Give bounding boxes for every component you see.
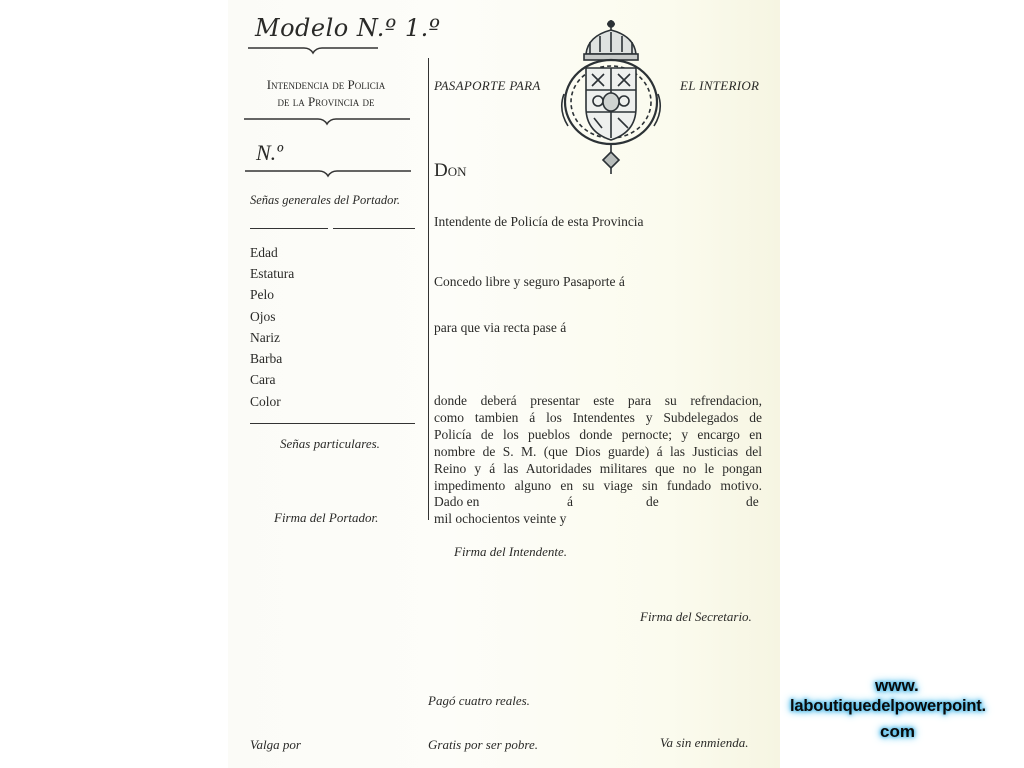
field-color: Color [250, 394, 281, 409]
watermark-line-1: www. [875, 676, 919, 695]
body-line-1: donde deberá presentar este para su refrendacion, [434, 393, 762, 408]
gratis-label: Gratis por ser pobre. [428, 737, 539, 752]
fields-bottom-rule [250, 423, 415, 424]
watermark-line-2: laboutiquedelpowerpoint. [790, 697, 986, 715]
field-barba: Barba [250, 351, 283, 366]
field-ojos: Ojos [250, 309, 276, 324]
el-interior-title: EL INTERIOR [680, 78, 760, 93]
field-cara: Cara [250, 372, 276, 387]
modelo-flourish [246, 42, 381, 56]
intendencia-flourish [242, 114, 412, 128]
intendencia-line-2: de la Provincia de [277, 94, 375, 109]
field-estatura: Estatura [250, 266, 295, 281]
intendencia-line-1: Intendencia de Policia [266, 77, 386, 92]
pago-label: Pagó cuatro reales. [428, 693, 530, 708]
firma-portador-label: Firma del Portador. [274, 510, 379, 525]
intendente-line: Intendente de Policía de esta Provincia [434, 214, 644, 229]
pasaporte-para-title: PASAPORTE PARA [434, 78, 541, 93]
mil-label: mil ochocientos veinte y [434, 511, 567, 526]
senas-rule-right [333, 228, 415, 229]
numero-flourish [243, 166, 413, 180]
don-label: Don [434, 160, 467, 181]
concedo-line: Concedo libre y seguro Pasaporte á [434, 274, 625, 289]
body-line-2: como tambien á los Intendentes y Subdelegados de [434, 410, 762, 425]
body-line-5: Reino y á las Autoridades militares que no le pongan [434, 461, 762, 476]
modelo-heading: Modelo N.º 1.º [255, 14, 441, 42]
numero-label: N.º [256, 140, 283, 165]
senas-generales-label: Señas generales del Portador. [250, 193, 400, 207]
body-line-6: impedimento alguno en su viage sin fundado motivo. [434, 478, 762, 493]
firma-intendente-label: Firma del Intendente. [454, 544, 567, 559]
valga-por-label: Valga por [250, 737, 301, 752]
body-line-3: Policía de los pueblos donde pernocte; y encargo en [434, 427, 762, 442]
senas-particulares-label: Señas particulares. [280, 436, 380, 451]
body-line-4: nombre de S. M. (que Dios guarde) á las Justicias del [434, 444, 762, 459]
dado-en-label: Dado en [434, 494, 480, 509]
a-label: á [567, 494, 573, 509]
column-divider [428, 58, 429, 520]
de-label-2: de [746, 494, 759, 509]
firma-secretario-label: Firma del Secretario. [640, 609, 752, 624]
para-que-line: para que via recta pase á [434, 320, 567, 335]
field-edad: Edad [250, 245, 278, 260]
de-label-1: de [646, 494, 659, 509]
va-sin-label: Va sin enmienda. [660, 735, 749, 750]
watermark-line-3: com [880, 722, 915, 741]
royal-coat-of-arms-icon [556, 14, 666, 176]
field-pelo: Pelo [250, 287, 275, 302]
field-nariz: Nariz [250, 330, 280, 345]
senas-rule-left [250, 228, 328, 229]
